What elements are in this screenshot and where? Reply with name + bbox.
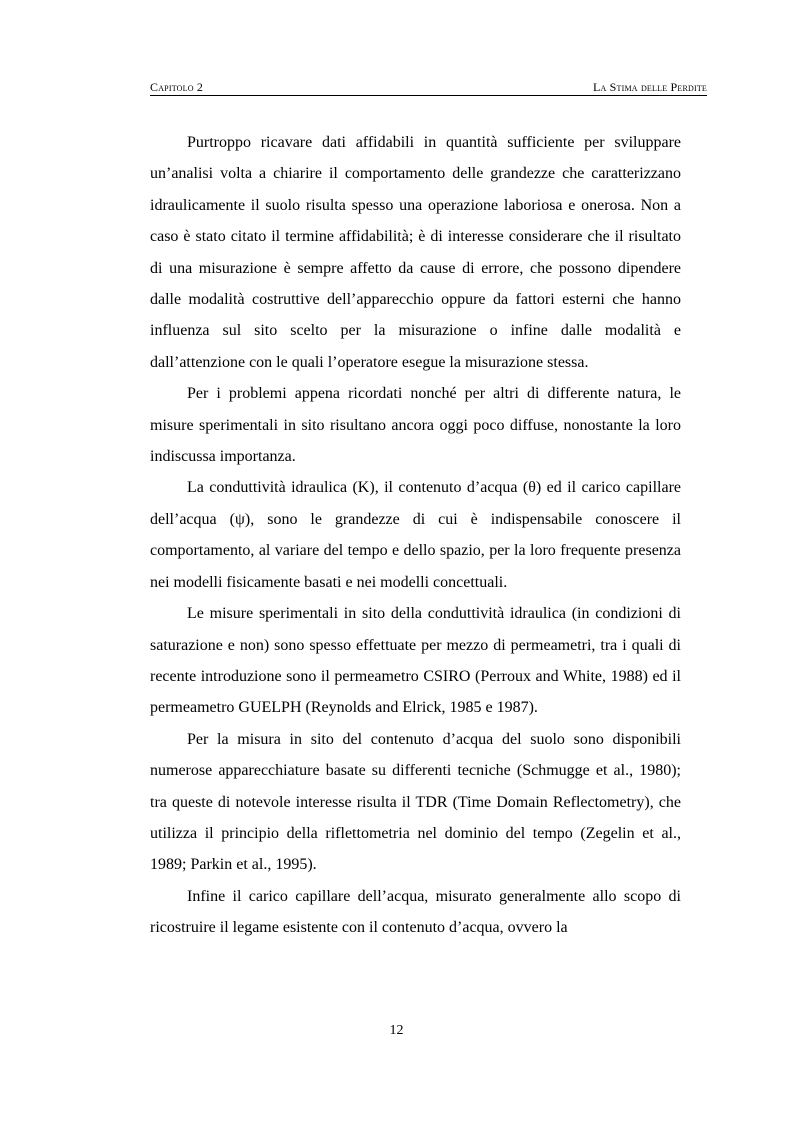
- paragraph: La conduttività idraulica (K), il contenuto d’acqua (θ) ed il carico capillare dell’acqua (ψ), sono le grandezze di cui è indispensabile conoscere il comportamento, al variare del tempo e dello spazio, per la loro frequente presenza nei modelli fisicamente basati e nei modelli concettuali.: [150, 479, 681, 591]
- header-chapter: Capitolo 2: [150, 80, 204, 94]
- paragraph: Purtroppo ricavare dati affidabili in quantità sufficiente per sviluppare un’analisi volta a chiarire il comportamento delle grandezze che caratterizzano idraulicamente il suolo risulta spesso una operazione laboriosa e onerosa. Non a caso è stato citato il termine affidabilità; è di interesse considerare che il risultato di una misurazione è sempre affetto da cause di errore, che possono dipendere dalle modalità costruttive dell’apparecchio oppure da fattori esterni che hanno influenza sul sito scelto per la misurazione o infine dalle modalità e dall’attenzione con le quali l’operatore esegue la misurazione stessa.: [150, 134, 681, 371]
- header-rule: [150, 95, 707, 96]
- body-text: [150, 127, 681, 944]
- header-section-title: La Stima delle Perdite: [592, 80, 707, 94]
- paragraph: Per i problemi appena ricordati nonché per altri di differente natura, le misure sperimentali in sito risultano ancora oggi poco diffuse, nonostante la loro indiscussa importanza.: [150, 385, 681, 466]
- paragraph: Infine il carico capillare dell’acqua, misurato generalmente allo scopo di ricostruire il legame esistente con il contenuto d’acqua, ovvero la: [150, 887, 681, 937]
- paragraph: Per la misura in sito del contenuto d’acqua del suolo sono disponibili numerose apparecchiature basate su differenti tecniche (Schmugge et al., 1980); tra queste di notevole interesse risulta il TDR (Time Domain Reflectometry), che utilizza il principio della riflettometria nel dominio del tempo (Zegelin et al., 1989; Parkin et al., 1995).: [150, 730, 681, 874]
- page-number: 12: [389, 1023, 404, 1038]
- running-header: [150, 80, 707, 95]
- paragraph: Le misure sperimentali in sito della conduttività idraulica (in condizioni di saturazione e non) sono spesso effettuate per mezzo di permeametri, tra i quali di recente introduzione sono il permeametro CSIRO (Perroux and White, 1988) ed il permeametro GUELPH (Reynolds and Elrick, 1985 e 1987).: [150, 605, 681, 717]
